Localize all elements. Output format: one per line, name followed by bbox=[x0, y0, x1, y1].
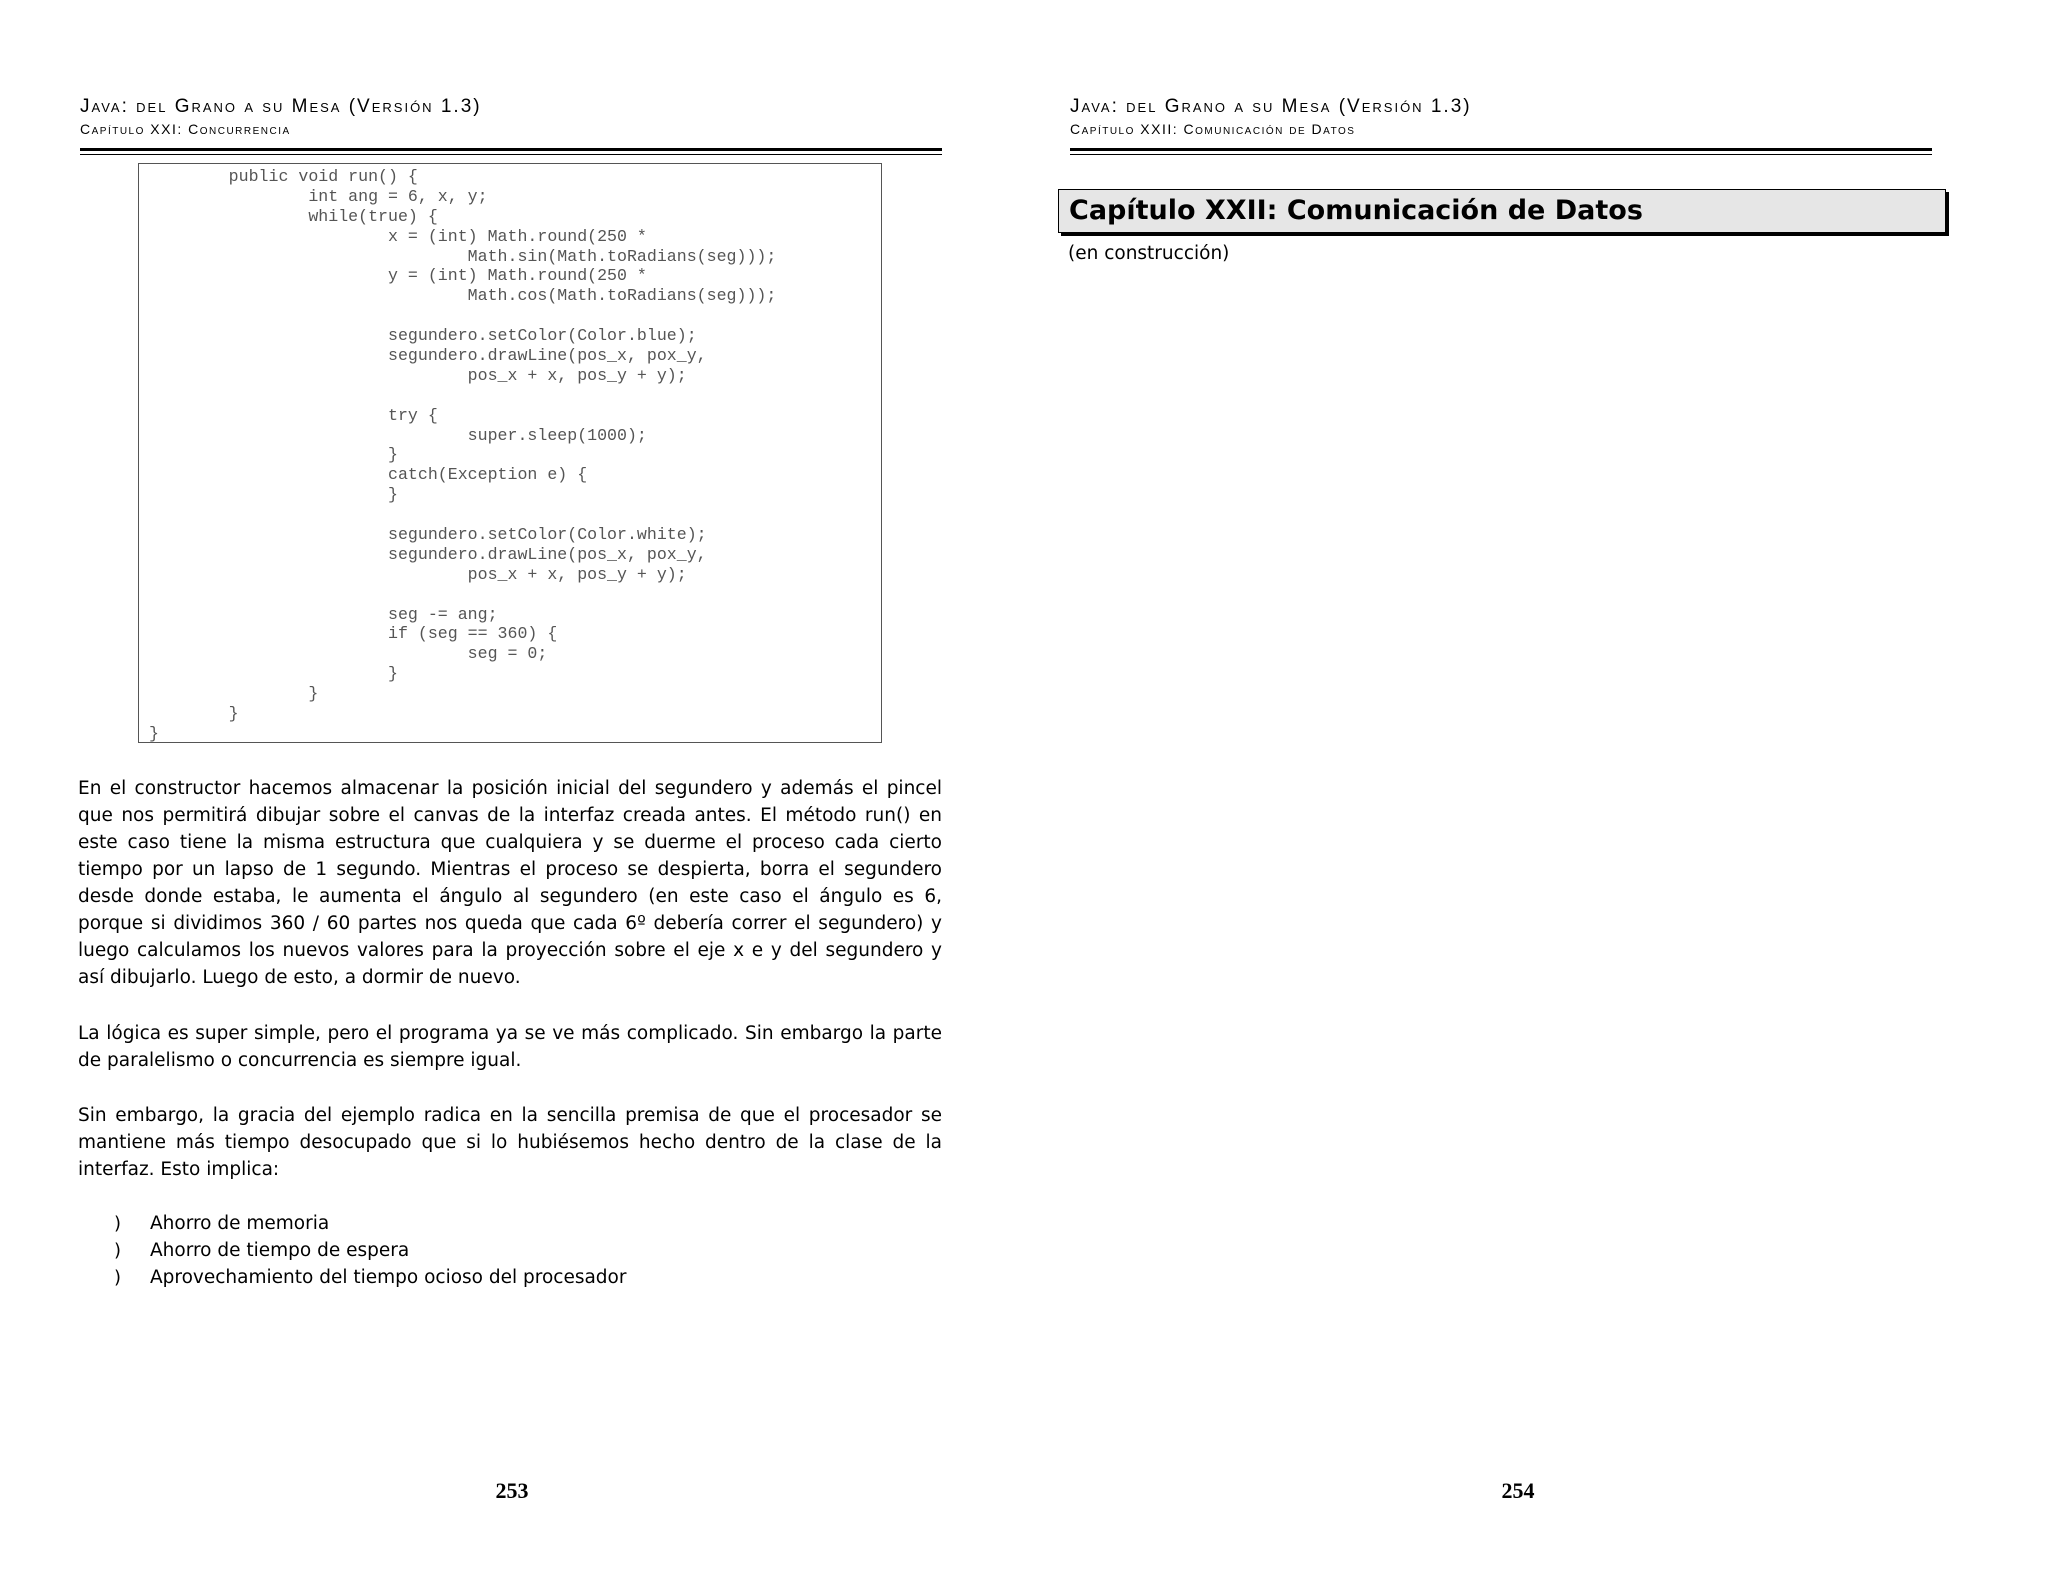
code-line: pos_x + x, pos_y + y); bbox=[149, 365, 687, 385]
header-rule-thick bbox=[80, 148, 942, 151]
code-line: if (seg == 360) { bbox=[149, 624, 558, 644]
code-line: segundero.drawLine(pos_x, pox_y, bbox=[149, 346, 707, 366]
bullet-text: Ahorro de tiempo de espera bbox=[150, 1240, 410, 1261]
header-rule-thin bbox=[80, 154, 942, 155]
code-line: catch(Exception e) { bbox=[149, 465, 588, 485]
code-line: } bbox=[149, 704, 239, 724]
chapter-heading: Capítulo XXII: Comunicación de Datos bbox=[1069, 195, 1643, 226]
code-line: x = (int) Math.round(250 * bbox=[149, 226, 647, 246]
code-line: while(true) { bbox=[149, 206, 438, 226]
bullet-marker: ) bbox=[114, 1213, 122, 1234]
code-listing bbox=[138, 163, 882, 743]
code-line bbox=[149, 585, 776, 605]
code-line: segundero.setColor(Color.white); bbox=[149, 525, 707, 545]
code-line: segundero.setColor(Color.blue); bbox=[149, 326, 697, 346]
running-header-title: Java: del Grano a su Mesa (Versión 1.3) bbox=[1070, 96, 1472, 117]
right-page bbox=[1024, 0, 2048, 1582]
code-line: y = (int) Math.round(250 * bbox=[149, 266, 647, 286]
bullet-marker: ) bbox=[114, 1267, 122, 1288]
running-header-title: Java: del Grano a su Mesa (Versión 1.3) bbox=[80, 96, 482, 117]
code-line: } bbox=[149, 664, 398, 684]
code-line: pos_x + x, pos_y + y); bbox=[149, 564, 687, 584]
code-line: super.sleep(1000); bbox=[149, 425, 647, 445]
code-line: } bbox=[149, 485, 398, 505]
code-line: Math.cos(Math.toRadians(seg))); bbox=[149, 286, 777, 306]
code-line: Math.sin(Math.toRadians(seg))); bbox=[149, 246, 777, 266]
bullet-text: Ahorro de memoria bbox=[150, 1213, 330, 1234]
construction-note: (en construcción) bbox=[1068, 243, 1230, 264]
code-line: segundero.drawLine(pos_x, pox_y, bbox=[149, 544, 707, 564]
page-number: 253 bbox=[495, 1478, 529, 1503]
header-rule-thick bbox=[1070, 148, 1932, 151]
code-line: } bbox=[149, 445, 398, 465]
paragraph-2: La lógica es super simple, pero el programa ya se ve más complicado. Sin embargo la parte de paralelismo o concurrencia es siempre igual. bbox=[78, 1023, 942, 1071]
running-header-chapter: Capítulo XXI: Concurrencia bbox=[80, 121, 291, 137]
bullet-text: Aprovechamiento del tiempo ocioso del procesador bbox=[150, 1267, 627, 1288]
running-header-chapter: Capítulo XXII: Comunicación de Datos bbox=[1070, 121, 1356, 137]
code-line: } bbox=[149, 684, 319, 704]
header-rule-thin bbox=[1070, 154, 1932, 155]
chapter-heading-box bbox=[1058, 189, 1946, 233]
paragraph-3: Sin embargo, la gracia del ejemplo radica en la sencilla premisa de que el procesador se mantiene más tiempo desocupado que si lo hubiésemos hecho dentro de la clase de la interfaz. Esto implica: bbox=[78, 1105, 942, 1180]
paragraph-1: En el constructor hacemos almacenar la posición inicial del segundero y además el pincel que nos permitirá dibujar sobre el canvas de la interfaz creada antes. El método run() en este caso tiene la misma estructura que cualquiera y se duerme el proceso cada cierto tiempo por un lapso de 1 segundo. Mientras el proceso se despierta, borra el segundero desde donde estaba, le aumenta el ángulo al segundero (en este caso el ángulo es 6, porque si dividimos 360 / 60 partes nos queda que cada 6º debería correr el segundero) y luego calculamos los nuevos valores para la proyección sobre el eje x e y del segundero y así dibujarlo. Luego de esto, a dormir de nuevo. bbox=[78, 778, 942, 988]
page-number: 254 bbox=[1501, 1478, 1535, 1503]
code-line: seg -= ang; bbox=[149, 604, 498, 624]
code-line: int ang = 6, x, y; bbox=[149, 186, 488, 206]
code-line: } bbox=[149, 723, 159, 743]
code-line bbox=[149, 306, 776, 326]
code-lines bbox=[149, 167, 776, 744]
code-line bbox=[149, 386, 776, 406]
code-line bbox=[149, 505, 776, 525]
code-line: seg = 0; bbox=[149, 644, 548, 664]
bullet-marker: ) bbox=[114, 1240, 122, 1261]
code-line: public void run() { bbox=[149, 167, 418, 186]
code-line: try { bbox=[149, 405, 438, 425]
